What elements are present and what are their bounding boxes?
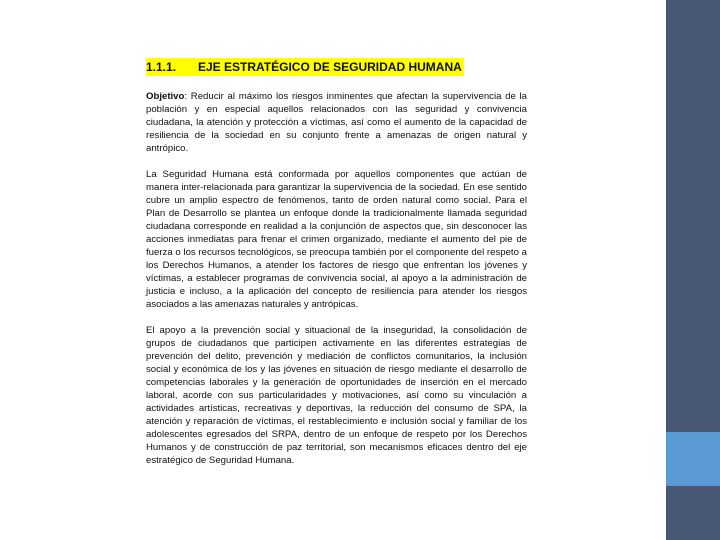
section-heading bbox=[146, 58, 464, 76]
document-excerpt bbox=[146, 58, 527, 480]
section-title: EJE ESTRATÉGICO DE SEGURIDAD HUMANA bbox=[198, 60, 462, 74]
objective-paragraph bbox=[146, 90, 527, 155]
objective-label: Objetivo bbox=[146, 91, 185, 102]
body-paragraph-2: La Seguridad Humana está conformada por aquellos componentes que actúan de manera inter-relacionada para garantizar la supervivencia de la sociedad. En ese sentido cubre un amplio espectro de fenómenos, tanto de orden natural como social. Para el Plan de Desarrollo se plantea un enfoque donde la tradicionalmente llamada seguridad ciudadana corresponde en realidad a la conjunción de aspectos que, sin desconocer las acciones inmediatas para frenar el crimen organizado, mediante el aumento del pie de fuerza o los recursos tecnológicos, se preocupa también por el componente del respeto a los Derechos Humanos, a atender los factores de riesgo que enfrentan los jóvenes y víctimas, a establecer programas de convivencia social, al apoyo a la administración de justicia e incluso, a la aplicación del concepto de resiliencia para atender los riesgos asociados a las amenazas naturales y antrópicas. bbox=[146, 169, 527, 310]
sidebar-accent-block bbox=[666, 432, 720, 486]
section-number: 1.1.1. bbox=[146, 60, 177, 74]
body-paragraph-3: El apoyo a la prevención social y situacional de la inseguridad, la consolidación de grupos de ciudadanos que participen activamente en las diferentes estrategias de prevención del delito, prevención y mediación de conflictos comunitarios, la inclusión social y económica de los y las jóvenes en situación de riesgo mediante el desarrollo de competencias laborales y la generación de oportunidades de inserción en el mercado laboral, acorde con sus particularidades y motivaciones, así como su vinculación a actividades artísticas, recreativas y deportivas, la reducción del consumo de SPA, la atención y reparación de víctimas, el restablecimiento e inclusión social y familiar de los adolescentes egresados del SRPA, dentro de un enfoque de respeto por los Derechos Humanos y de construcción de paz territorial, son mecanismos eficaces dentro del eje estratégico de Seguridad Humana. bbox=[146, 325, 527, 466]
objective-text: : Reducir al máximo los riesgos inminentes que afectan la supervivencia de la población y en especial aquellos relacionados con las seguridad y convivencia ciudadana, la atención y protección a víctimas, así como el aumento de la capacidad de resiliencia de la sociedad en su conjunto frente a amenazas de origen natural y antrópico. bbox=[146, 91, 527, 154]
slide-sidebar bbox=[666, 0, 720, 540]
